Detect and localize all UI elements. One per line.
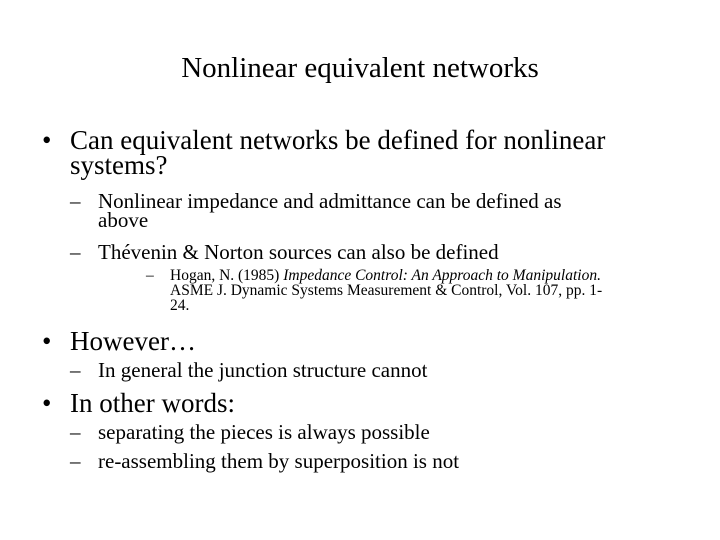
sub-item-text (98, 189, 648, 232)
dash-marker: – (146, 267, 154, 284)
reference-title: Impedance Control: An Approach to Manipulation. (283, 267, 601, 284)
sub-item-text: separating the pieces is always possible (98, 420, 430, 444)
reference-author: Hogan, N. (1985) (170, 267, 284, 284)
bullet-text: However… (70, 326, 196, 356)
bullet-marker: • (42, 388, 52, 418)
bullet-marker: • (42, 326, 52, 356)
reference-line (170, 268, 680, 283)
slide-title: Nonlinear equivalent networks (181, 52, 539, 84)
bullet-text: In other words: (70, 388, 235, 418)
dash-marker: – (70, 449, 81, 473)
reference-line: 24. (170, 297, 190, 314)
dash-marker: – (70, 240, 81, 264)
bullet-text (70, 125, 650, 180)
bullet-text-line: Can equivalent networks be defined for nonlinear (70, 125, 606, 155)
sub-item-text: re-assembling them by superposition is not (98, 449, 460, 473)
reference-text (170, 268, 680, 313)
dash-marker: – (70, 420, 81, 444)
bullet-marker: • (42, 125, 52, 155)
bullet-text-line: systems? (70, 150, 168, 180)
sub-item-text: In general the junction structure cannot (98, 358, 428, 382)
sub-item-text: Thévenin & Norton sources can also be defined (98, 240, 499, 264)
dash-marker: – (70, 358, 81, 382)
dash-marker: – (70, 189, 81, 213)
reference-line: ASME J. Dynamic Systems Measurement & Control, Vol. 107, pp. 1- (170, 282, 603, 299)
sub-item-line: Nonlinear impedance and admittance can be defined as (98, 189, 562, 213)
sub-item-line: above (98, 208, 149, 232)
